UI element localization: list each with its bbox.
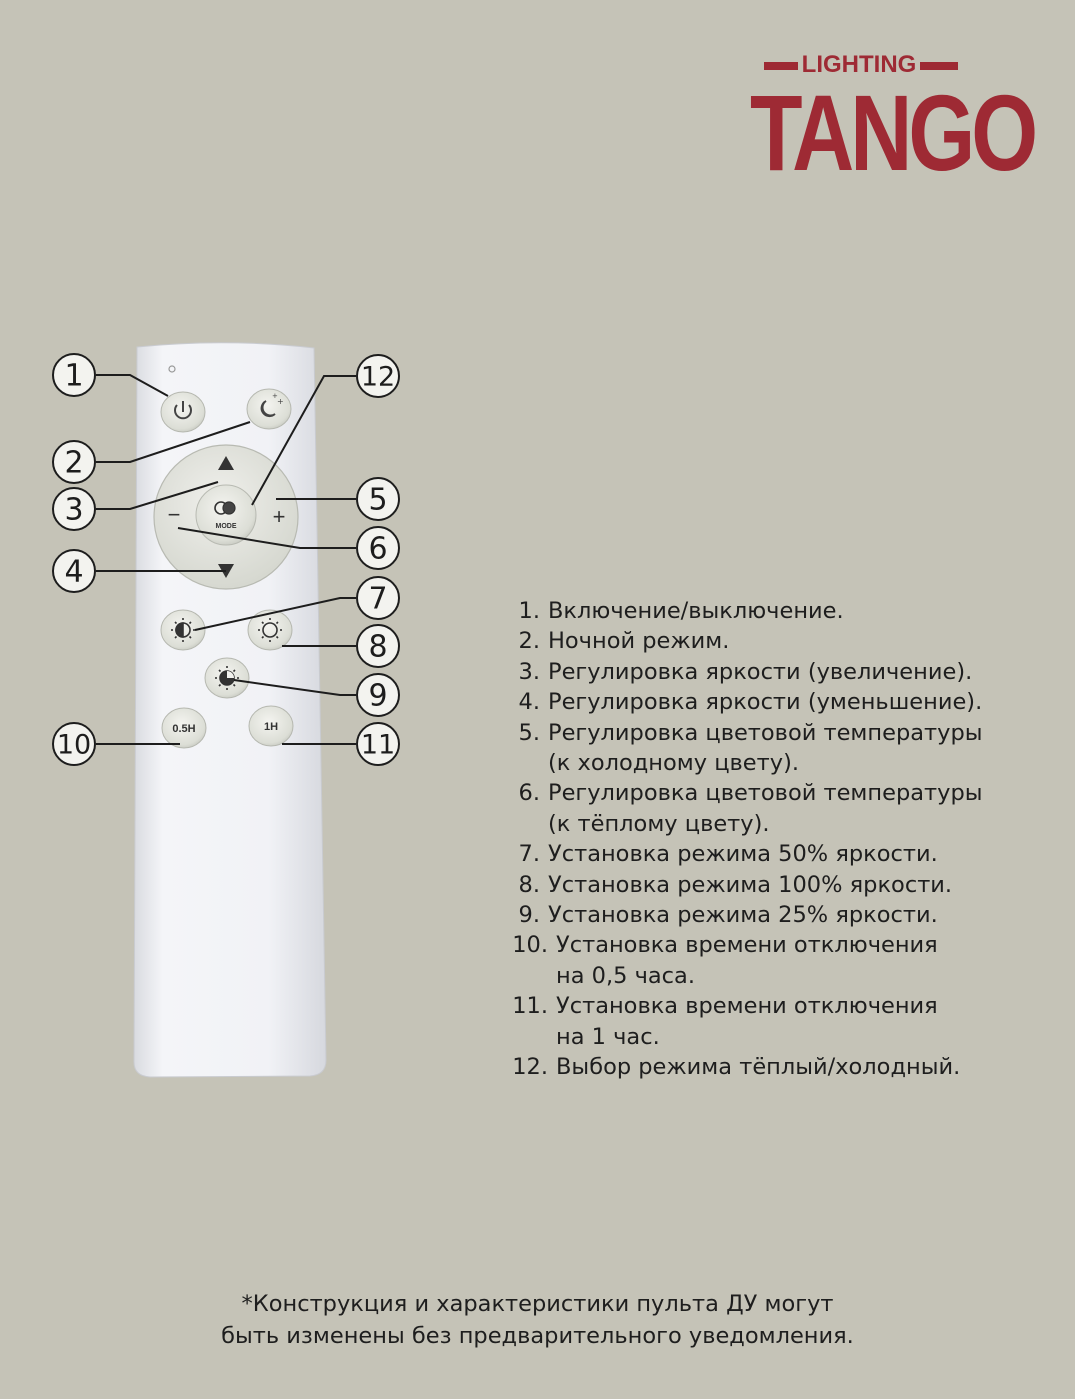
legend-item-text: Установка времени отключения	[556, 932, 938, 959]
legend-item-number: 7.	[518, 841, 540, 868]
callout-1	[53, 354, 95, 396]
callout-2	[53, 441, 95, 483]
legend-item-3	[498, 657, 1058, 687]
footnote	[100, 1288, 975, 1352]
svg-text:10: 10	[56, 729, 92, 761]
brightness-25-button[interactable]	[205, 658, 249, 698]
logo-brand: TANGO	[750, 73, 1035, 194]
logo-subtitle: LIGHTING	[801, 51, 917, 78]
legend-item-text: Включение/выключение.	[548, 598, 844, 624]
callout-10	[53, 723, 95, 765]
one-hour-label: 1H	[263, 721, 279, 733]
legend-item-number: 10.	[512, 932, 548, 959]
legend-item-4	[498, 687, 1058, 717]
callout-7	[357, 577, 399, 619]
callout-8	[357, 625, 399, 667]
legend-item-text: Регулировка яркости (уменьшение).	[548, 689, 983, 716]
power-button[interactable]	[161, 392, 205, 432]
minus-icon: −	[167, 502, 181, 527]
svg-text:7: 7	[368, 581, 388, 617]
svg-text:6: 6	[368, 531, 388, 567]
legend-item-number: 9.	[518, 902, 540, 929]
timer-half-hour-button[interactable]	[162, 708, 206, 748]
callout-9	[357, 674, 399, 716]
legend-item-6	[498, 778, 1058, 839]
footnote-line-2: быть изменены без предварительного уведомления.	[221, 1323, 854, 1349]
half-hour-label: 0.5H	[172, 723, 196, 735]
legend-item-10	[498, 930, 1058, 991]
legend-item-1	[498, 596, 1058, 626]
svg-text:+: +	[272, 392, 278, 400]
button-legend	[498, 596, 1058, 1083]
callout-6	[357, 527, 399, 569]
legend-item-11	[498, 991, 1058, 1052]
legend-item-text: Установка времени отключения	[556, 993, 938, 1020]
legend-item-12	[498, 1052, 1058, 1082]
legend-item-number: 1.	[518, 598, 540, 624]
legend-item-number: 4.	[518, 689, 540, 716]
svg-text:3: 3	[64, 492, 84, 528]
legend-item-continuation: (к холодному цвету).	[548, 750, 799, 777]
svg-text:5: 5	[368, 482, 388, 518]
legend-item-text: Регулировка цветовой температуры	[548, 719, 983, 746]
legend-item-text: Установка режима 50% яркости.	[548, 841, 938, 868]
svg-text:1: 1	[64, 358, 84, 394]
callout-3	[53, 488, 95, 530]
svg-text:8: 8	[368, 629, 388, 665]
svg-text:2: 2	[64, 445, 84, 481]
legend-item-number: 5.	[518, 719, 540, 746]
legend-item-number: 6.	[518, 780, 540, 807]
svg-text:9: 9	[368, 678, 388, 714]
legend-item-continuation: на 1 час.	[556, 1023, 660, 1050]
legend-item-number: 8.	[518, 871, 540, 898]
color-temp-plus-button[interactable]	[273, 504, 286, 529]
color-temp-minus-button[interactable]	[168, 502, 181, 527]
legend-item-text: Регулировка яркости (увеличение).	[548, 658, 973, 685]
callout-5	[357, 478, 399, 520]
legend-item-text: Регулировка цветовой температуры	[548, 780, 983, 807]
timer-one-hour-button[interactable]	[249, 706, 293, 746]
legend-item-continuation: (к тёплому цвету).	[548, 810, 770, 837]
legend-item-8	[498, 870, 1058, 900]
legend-item-number: 3.	[518, 658, 540, 685]
legend-item-number: 11.	[512, 993, 548, 1020]
svg-text:4: 4	[64, 554, 84, 590]
legend-item-number: 12.	[512, 1054, 548, 1081]
legend-item-9	[498, 900, 1058, 930]
legend-item-7	[498, 839, 1058, 869]
footnote-line-1: *Конструкция и характеристики пульта ДУ могут	[241, 1291, 834, 1317]
plus-icon: +	[272, 504, 286, 529]
legend-item-number: 2.	[518, 628, 540, 655]
legend-item-text: Установка режима 25% яркости.	[548, 902, 938, 929]
callout-11	[357, 723, 399, 765]
legend-item-text: Установка режима 100% яркости.	[548, 871, 953, 898]
legend-item-text: Ночной режим.	[548, 628, 730, 655]
legend-item-continuation: на 0,5 часа.	[556, 962, 695, 989]
svg-text:12: 12	[360, 361, 396, 393]
night-mode-button[interactable]	[247, 389, 291, 429]
callout-12	[357, 355, 399, 397]
svg-text:+: +	[277, 397, 284, 406]
callout-4	[53, 550, 95, 592]
legend-item-2	[498, 626, 1058, 656]
legend-item-text: Выбор режима тёплый/холодный.	[556, 1054, 961, 1081]
mode-label: MODE	[215, 523, 237, 530]
legend-item-5	[498, 718, 1058, 779]
svg-text:11: 11	[360, 729, 396, 761]
